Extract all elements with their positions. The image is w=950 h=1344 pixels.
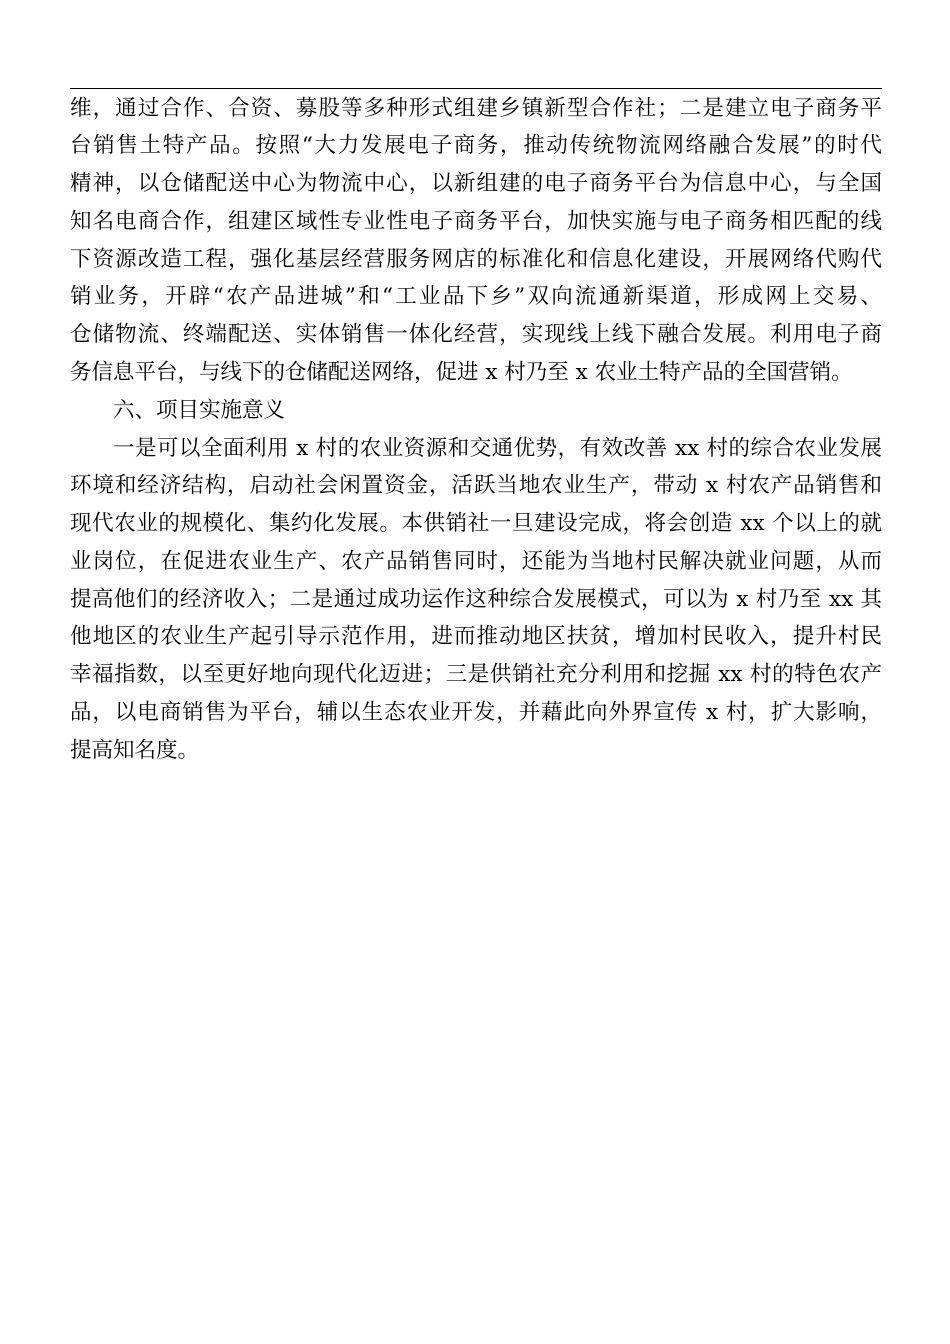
text-line: 幸福指数，以至更好地向现代化迈进；三是供销社充分利用和挖掘 xx 村的特色农产 [70, 662, 882, 687]
text-line: 他地区的农业生产起引导示范作用，进而推动地区扶贫，增加村民收入，提升村民 [70, 624, 882, 649]
text-line: 业岗位，在促进农业生产、农产品销售同时，还能为当地村民解决就业问题，从而 [70, 549, 882, 574]
text-line: 环境和经济结构，启动社会闲置资金，活跃当地农业生产，带动 x 村农产品销售和 [70, 473, 882, 498]
text-line: 维，通过合作、合资、募股等多种形式组建乡镇新型合作社；二是建立电子商务平 [70, 96, 882, 121]
text-line: 品，以电商销售为平台，辅以生态农业开发，并藉此向外界宣传 x 村，扩大影响， [70, 700, 882, 725]
text-line: 务信息平台，与线下的仓储配送网络，促进 x 村乃至 x 农业土特产品的全国营销。 [70, 360, 853, 385]
section-heading: 六、项目实施意义 [113, 398, 286, 423]
text-line: 销业务，开辟“农产品进城”和“工业品下乡”双向流通新渠道，形成网上交易、 [70, 284, 882, 309]
text-line: 提高知名度。 [70, 738, 200, 763]
text-line: 下资源改造工程，强化基层经营服务网店的标准化和信息化建设，开展网络代购代 [70, 247, 882, 272]
text-line: 仓储物流、终端配送、实体销售一体化经营，实现线上线下融合发展。利用电子商 [70, 322, 882, 347]
text-line: 一是可以全面利用 x 村的农业资源和交通优势，有效改善 xx 村的综合农业发展 [113, 436, 882, 461]
text-line: 台销售土特产品。按照“大力发展电子商务，推动传统物流网络融合发展”的时代 [70, 133, 882, 158]
text-line: 提高他们的经济收入；二是通过成功运作这种综合发展模式，可以为 x 村乃至 xx 其 [70, 587, 882, 612]
text-line: 知名电商合作，组建区域性专业性电子商务平台，加快实施与电子商务相匹配的线 [70, 209, 882, 234]
text-line: 现代农业的规模化、集约化发展。本供销社一旦建设完成，将会创造 xx 个以上的就 [70, 511, 882, 536]
header-rule [70, 88, 882, 89]
text-line: 精神，以仓储配送中心为物流中心，以新组建的电子商务平台为信息中心，与全国 [70, 171, 882, 196]
